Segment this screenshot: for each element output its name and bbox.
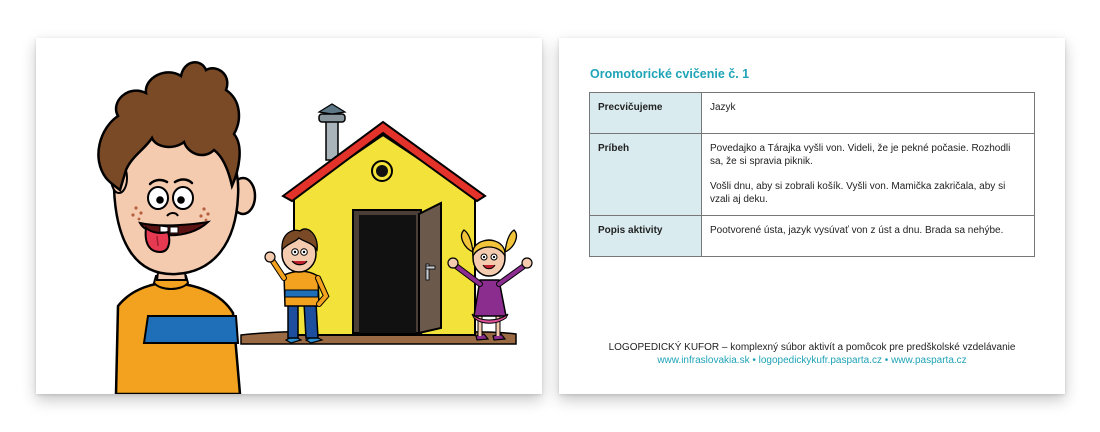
table-row — [590, 216, 1035, 257]
row-value — [702, 216, 1035, 257]
value-paragraph: Pootvorené ústa, jazyk vysúvať von z úst a dnu. Brada sa nehýbe. — [710, 225, 1004, 236]
exercise-card — [559, 38, 1065, 394]
table-row — [590, 93, 1035, 134]
footer-links[interactable]: www.infraslovakia.sk • logopedickykufr.pasparta.cz • www.pasparta.cz — [657, 355, 967, 366]
exercise-table — [589, 92, 1035, 257]
boy-sticking-tongue-illustration — [98, 62, 255, 394]
row-label: Popis aktivity — [590, 216, 702, 257]
illustration-card — [36, 38, 542, 394]
value-paragraph: Povedajko a Tárajka vyšli von. Videli, že je pekné počasie. Rozhodli sa, že si spravia piknik. — [710, 143, 1011, 167]
row-label: Príbeh — [590, 134, 702, 216]
illustration — [36, 38, 542, 394]
table-row — [590, 134, 1035, 216]
value-paragraph: Jazyk — [710, 102, 736, 113]
row-label: Precvičujeme — [590, 93, 702, 134]
row-value — [702, 93, 1035, 134]
row-value — [702, 134, 1035, 216]
footer-tagline: LOGOPEDICKÝ KUFOR – komplexný súbor aktivít a pomôcok pre predškolské vzdelávanie — [608, 342, 1016, 353]
value-paragraph: Vošli dnu, aby si zobrali košík. Vyšli von. Mamička zakričala, aby si vzali aj deku. — [710, 181, 1006, 205]
small-boy-illustration — [265, 229, 326, 343]
footer — [559, 341, 1065, 367]
exercise-title: Oromotorické cvičenie č. 1 — [590, 67, 750, 81]
